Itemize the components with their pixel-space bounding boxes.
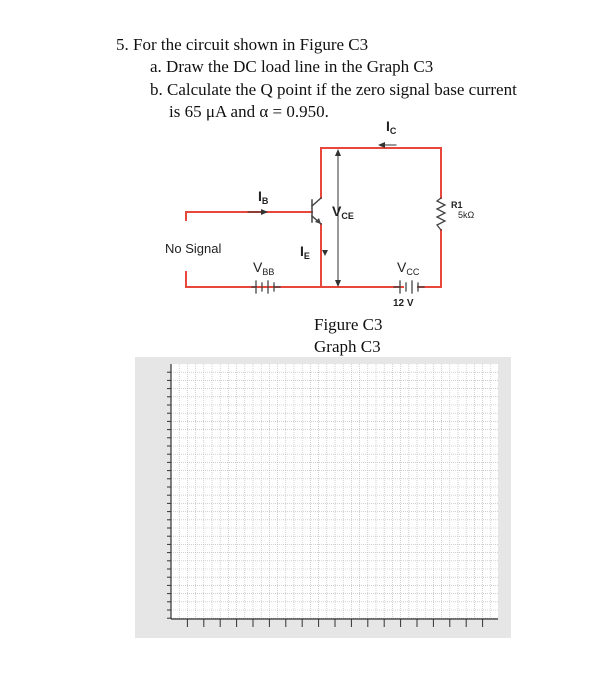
r1-name-label: R1 (451, 200, 463, 210)
vce-label: $V_{CE}$ (332, 203, 354, 221)
vbb-label: $V_{BB}$ (253, 259, 275, 277)
vcc-label: $V_{CC}$ (397, 259, 420, 277)
ib-label: $I_B$ (258, 188, 269, 206)
r1-value-label: 5kΩ (458, 210, 475, 220)
ie-label: $I_E$ (300, 243, 310, 261)
figure-caption: Figure C3 (314, 315, 383, 334)
vcc-value-label: 12 V (393, 298, 414, 309)
question-title: 5. For the circuit shown in Figure C3 (116, 35, 369, 54)
question-part-b: b. Calculate the Q point if the zero signal base current (150, 80, 517, 99)
no-signal-label: No Signal (165, 241, 222, 256)
ic-label: $I_C$ (386, 118, 397, 136)
question-part-b-continued: is 65 μA and α = 0.950. (169, 102, 329, 121)
graph-caption: Graph C3 (314, 337, 381, 356)
question-part-a: a. Draw the DC load line in the Graph C3 (150, 57, 434, 76)
graph-grid (135, 357, 511, 638)
